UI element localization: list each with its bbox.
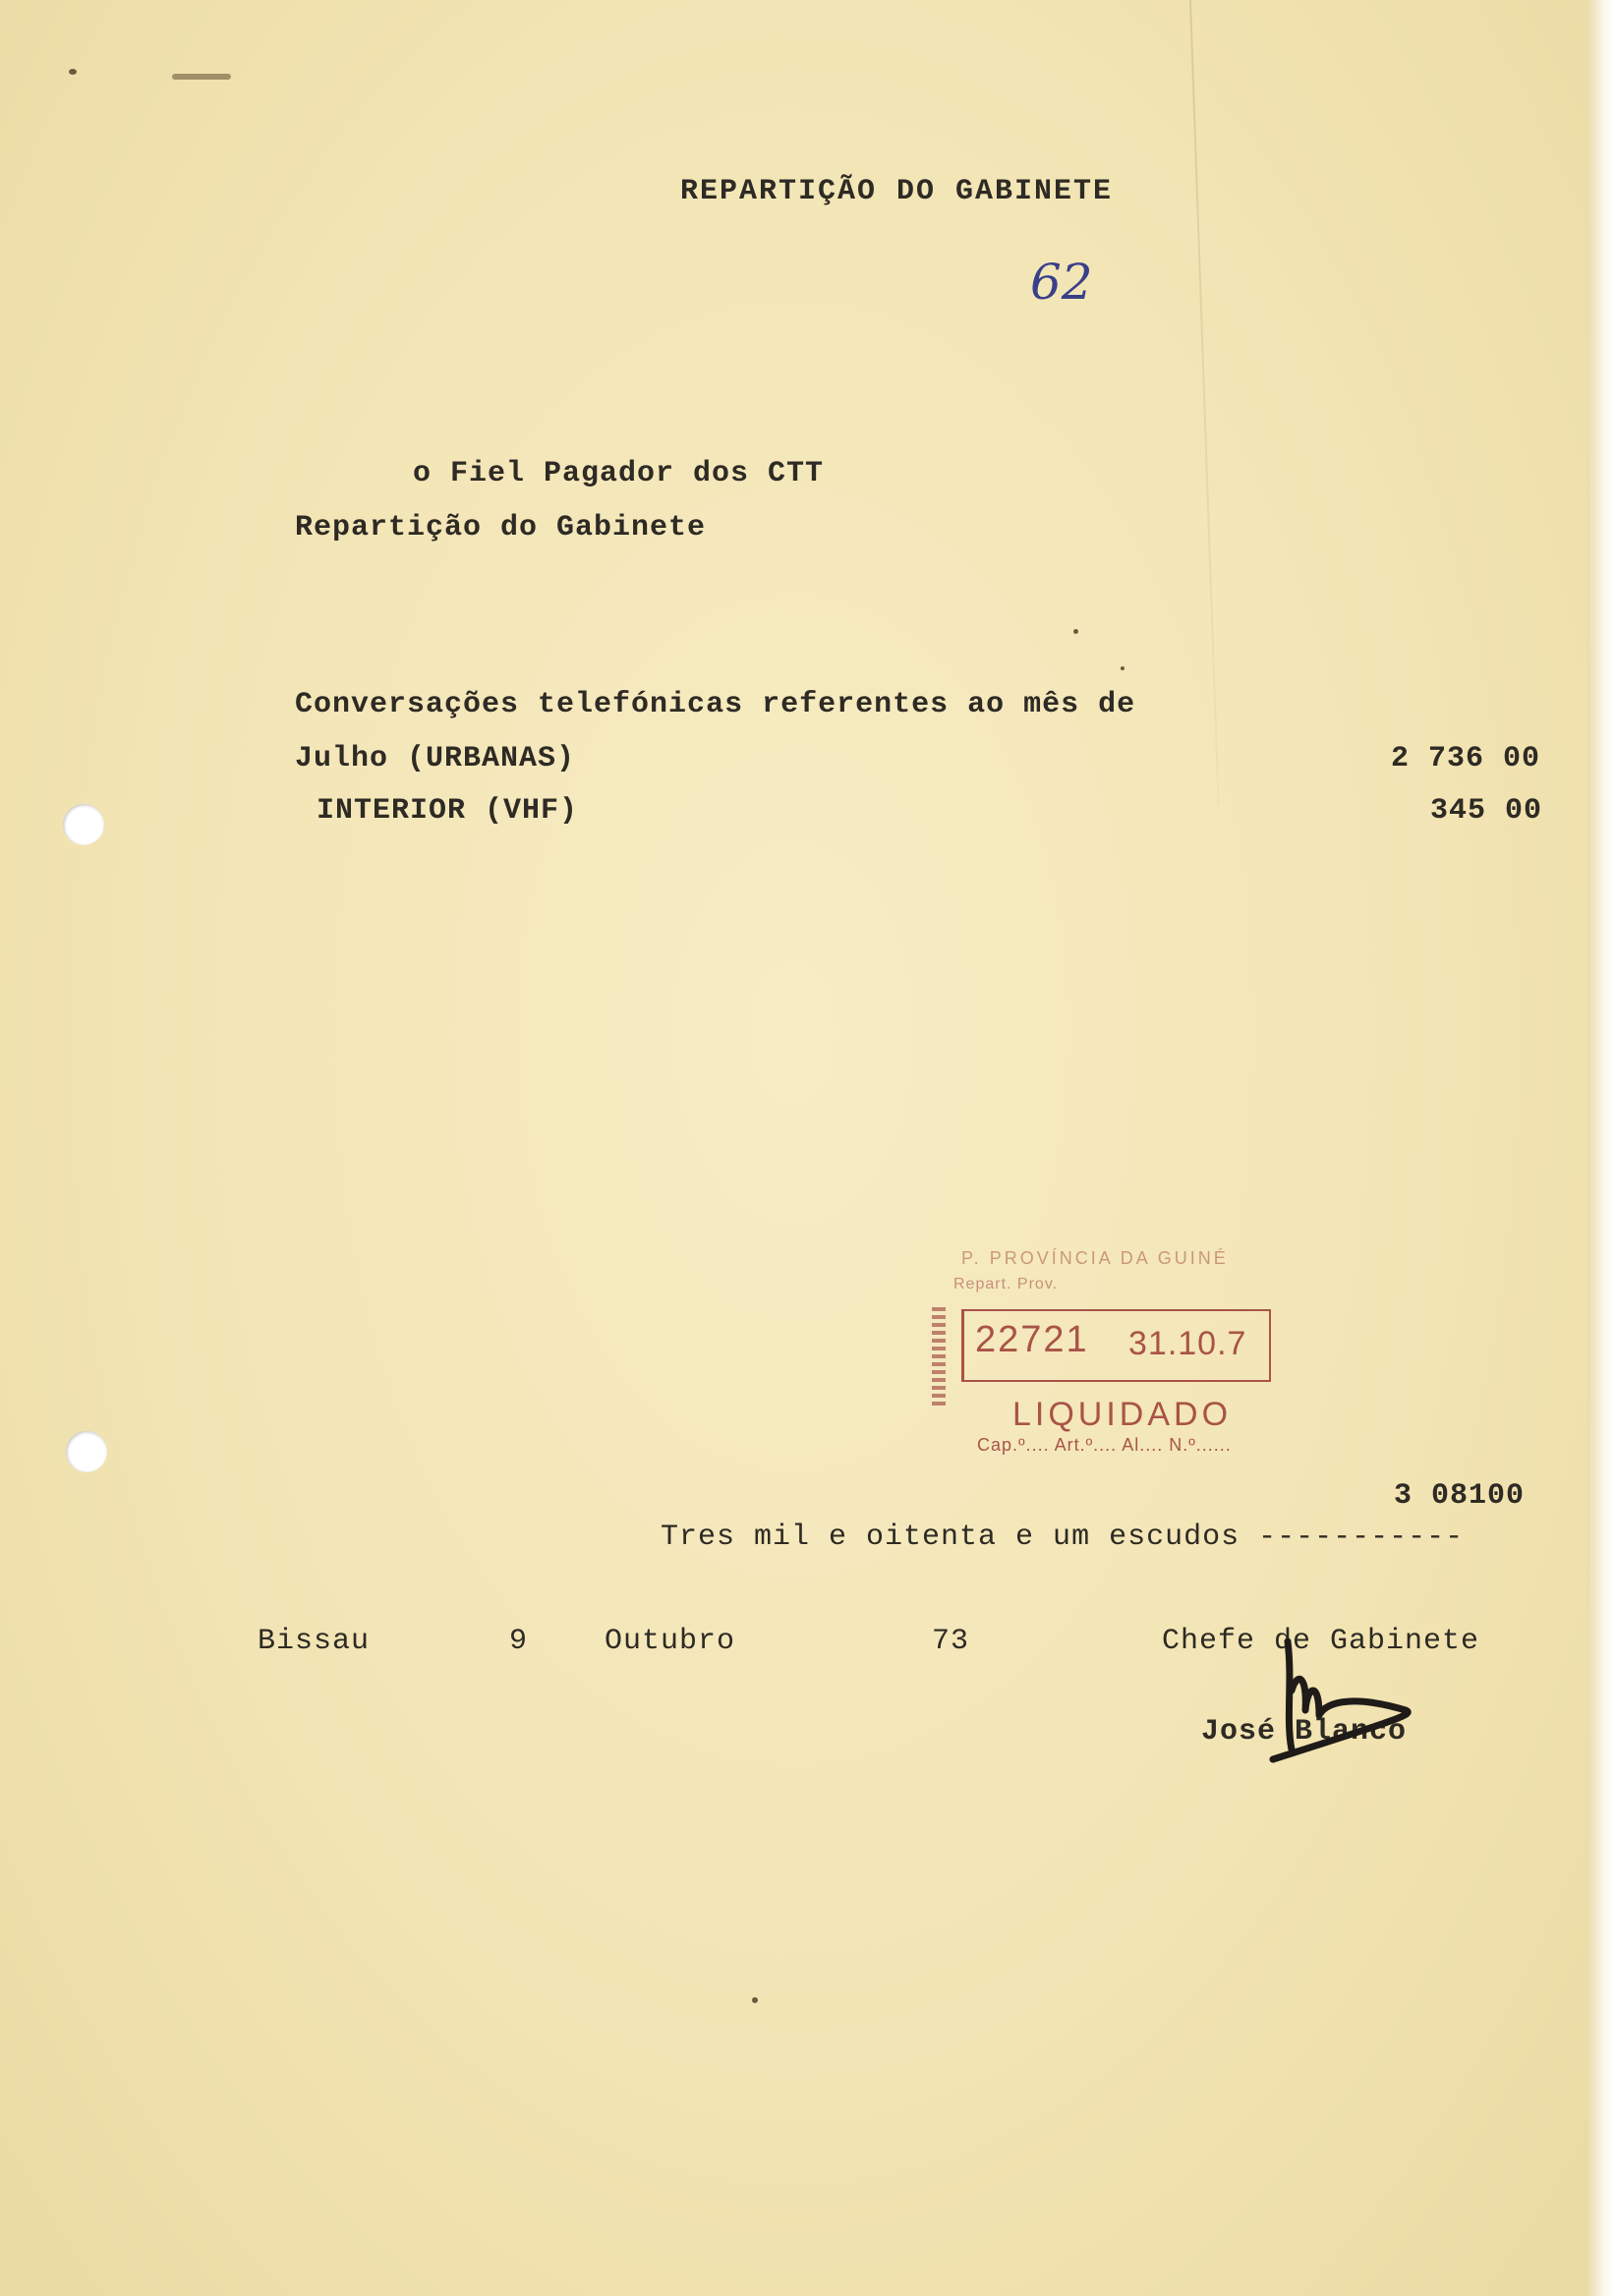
- stamp-edge-mark: [932, 1307, 946, 1406]
- date-month: Outubro: [605, 1625, 736, 1658]
- recipient-line-1: o Fiel Pagador dos CTT: [413, 457, 825, 490]
- description-line-3: INTERIOR (VHF): [317, 794, 579, 828]
- signatory-title: Chefe de Gabinete: [1162, 1625, 1480, 1658]
- stamp-date: 31.10.7: [1128, 1325, 1247, 1362]
- rust-mark: [172, 74, 231, 80]
- recipient-line-2: Repartição do Gabinete: [295, 511, 707, 545]
- paper-edge: [1587, 0, 1615, 2296]
- description-line-1: Conversações telefónicas referentes ao mês de: [295, 688, 1136, 721]
- stamp-header-2: Repart. Prov.: [953, 1276, 1059, 1292]
- date-day: 9: [509, 1625, 529, 1658]
- date-place: Bissau: [258, 1625, 371, 1658]
- handwritten-signature: [1268, 1632, 1425, 1769]
- ink-speck: [752, 1997, 758, 2003]
- amount-urbanas: 2 736 00: [1391, 742, 1541, 775]
- stamp-fields: Cap.º.... Art.º.... Al.... N.º......: [977, 1435, 1232, 1455]
- punch-hole-lower: [66, 1431, 107, 1472]
- ink-speck: [1073, 629, 1078, 634]
- description-line-2: Julho (URBANAS): [295, 742, 576, 775]
- amount-total: 3 08100: [1394, 1479, 1526, 1513]
- amount-interior: 345 00: [1430, 794, 1543, 828]
- page-heading: REPARTIÇÃO DO GABINETE: [680, 175, 1114, 208]
- stamp-header-1: P. PROVÍNCIA DA GUINÉ: [961, 1248, 1229, 1268]
- amount-in-words: Tres mil e oitenta e um escudos -----------: [661, 1521, 1465, 1554]
- signatory-name: José Blanco: [1201, 1715, 1408, 1749]
- ink-speck: [69, 69, 77, 75]
- punch-hole-upper: [63, 804, 104, 845]
- liquidado-stamp: [932, 1248, 1286, 1474]
- stamp-status: LIQUIDADO: [1012, 1396, 1233, 1433]
- handwritten-number: 62: [1030, 254, 1093, 311]
- date-year: 73: [932, 1625, 970, 1658]
- ink-speck: [1121, 666, 1125, 670]
- stamp-number: 22721: [975, 1319, 1089, 1360]
